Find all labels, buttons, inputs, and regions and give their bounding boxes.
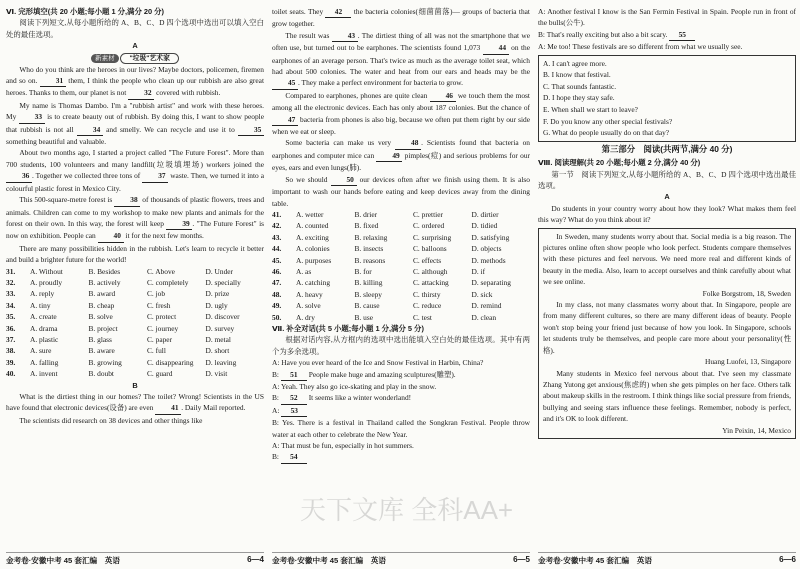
dialogue-line: A: 53 xyxy=(272,405,530,417)
dialogue-line: A: Me too! These festivals are so different from what we usually see. xyxy=(538,42,743,52)
footer-left: 金考卷·安徽中考 45 套汇编 英语 6—4 xyxy=(6,552,264,566)
option-choice: C. journey xyxy=(147,323,179,333)
option-choice: D. ugly xyxy=(205,300,228,310)
dialogue-line: A: That must be fun, especially in hot summers. xyxy=(272,441,414,451)
option-choice: D. separating xyxy=(471,278,511,288)
option-choice: C. thirsty xyxy=(413,289,441,299)
option-choice: C. paper xyxy=(147,334,173,344)
option-choice: B. aware xyxy=(88,346,115,356)
option-choice: B. drier xyxy=(354,209,378,219)
option-choice: C. completely xyxy=(147,277,189,287)
option-choice: C. ordered xyxy=(413,221,445,231)
option-choice: C. attacking xyxy=(413,278,449,288)
option-choice: D. objects xyxy=(471,244,502,254)
blank-45: 45 xyxy=(272,77,298,89)
option-choice: C. disappearing xyxy=(147,357,194,367)
option-choice: D. specially xyxy=(205,277,241,287)
dialogue-line: B: Yes. There is a festival in Thailand called the Songkran Festival. People throw water at each other to celebrate the New Year. xyxy=(272,418,530,439)
option-choice: B. doubt xyxy=(88,369,114,379)
option-number: 46. xyxy=(272,266,282,276)
blank-55: 55 xyxy=(669,29,695,41)
option-choice: B. killing xyxy=(354,278,383,288)
option-choice: B. use xyxy=(354,312,373,322)
dialogue-line: B: That's really exciting but also a bit scary. 55 xyxy=(538,29,796,41)
dialogue-options-box xyxy=(538,55,796,142)
option-row xyxy=(6,345,264,356)
option-number: 38. xyxy=(6,346,16,356)
blank-46: 46 xyxy=(430,90,456,102)
option-choice: B. growing xyxy=(88,357,122,367)
option-choice: A. reply xyxy=(30,289,55,299)
response-text: Many students in Mexico feel nervous about that. I've seen my classmate Zhang Yutong get anxious(焦虑的) when she gets pimples on her face. Others talk about makeup skills in the restroom. I think things like social pressure from friends, bullying and seeing stars influence these feelings. Remember, nobody is perfect, and it's OK to look different. xyxy=(543,368,791,424)
option-choice: A. dry xyxy=(296,312,315,322)
blank-43: 43 xyxy=(332,30,358,42)
watermark: 天下文库 全科AA+ xyxy=(300,495,514,525)
option-choice: B. relaxing xyxy=(354,232,388,242)
dialogue-line: B: 54 xyxy=(272,451,530,463)
option-choice: A. heavy xyxy=(296,289,323,299)
option-choice: B. for xyxy=(354,266,372,276)
footer-middle: 金考卷·安徽中考 45 套汇编 英语 6—5 xyxy=(272,552,530,566)
option-number: 33. xyxy=(6,289,16,299)
option-choice: B. cheap xyxy=(88,300,115,310)
response-text: In Sweden, many students worry about that. Social media is a big reason. The pictures online often show people who look perfect. Students compare themselves with these pictures and feel nervous. We need more real and different kinds of beauty in the media. Also, learn to accept ourselves and think carefully about what we see online. xyxy=(543,231,791,287)
blank-37: 37 xyxy=(142,170,168,182)
option-choice: A. sure xyxy=(30,346,52,356)
option-choice: D. clean xyxy=(471,312,497,322)
option-choice: C. guard xyxy=(147,369,173,379)
option-number: 44. xyxy=(272,244,282,254)
dialogue-option: A. I can't agree more. xyxy=(543,58,607,68)
option-choice: D. if xyxy=(471,266,486,276)
option-row xyxy=(272,266,530,277)
column-middle xyxy=(272,6,530,464)
option-choice: D. dirtier xyxy=(471,209,499,219)
option-number: 45. xyxy=(272,255,282,265)
blank-47: 47 xyxy=(272,114,298,126)
dialogue-line: B: 52 It seems like a winter wonderland! xyxy=(272,392,530,404)
response-signature: Folke Borgstrom, 18, Sweden xyxy=(702,288,791,298)
dialogue-option: B. I know that festival. xyxy=(543,70,611,80)
cloze-instructions: 阅读下列短文,从每小题所给的 A、B、C、D 四个选项中选出可以填入空白处的最佳选项。 xyxy=(6,18,264,39)
option-row xyxy=(6,266,264,277)
option-choice: B. solve xyxy=(88,312,113,322)
option-row xyxy=(6,357,264,368)
blank-54: 54 xyxy=(281,451,307,463)
option-choice: C. surprising xyxy=(413,232,452,242)
dialogue-option: F. Do you know any other special festivals? xyxy=(543,116,673,126)
option-choice: C. balloons xyxy=(413,244,447,254)
blank-50: 50 xyxy=(331,174,357,186)
dialogue-option: D. I hope they stay safe. xyxy=(543,93,615,103)
blank-33: 33 xyxy=(19,111,45,123)
paragraph: Who do you think are the heroes in our lives? Maybe doctors, policemen, firemen and so on. 31 them, I think the people who clean up our rubbish are also great heroes. Thanks to them, our planet is not 32 covered with rubbish. xyxy=(6,64,264,100)
option-choice: A. solve xyxy=(296,301,321,311)
paragraph: Compared to earphones, phones are quite clean 46 we touch them the most among all the electronic devices. Each has only about 187 colonies. But the chance of 47 bacteria from phones is also big, because we often put them right by our side when we eat or sleep. xyxy=(272,90,530,137)
option-choice: B. cause xyxy=(354,301,380,311)
passage-a-label: A xyxy=(132,41,138,51)
page-number: 6—4 xyxy=(247,555,264,564)
blank-31: 31 xyxy=(40,75,66,87)
option-choice: C. reduce xyxy=(413,301,442,311)
blank-36: 36 xyxy=(6,170,32,182)
option-row xyxy=(6,368,264,379)
option-row xyxy=(272,277,530,288)
blank-40: 40 xyxy=(98,230,124,242)
option-number: 31. xyxy=(6,266,16,276)
option-row xyxy=(6,323,264,334)
option-choice: D. remind xyxy=(471,301,502,311)
option-choice: D. metal xyxy=(205,334,231,344)
option-choice: C. full xyxy=(147,346,166,356)
option-choice: D. tidied xyxy=(471,221,498,231)
option-number: 37. xyxy=(6,334,16,344)
option-choice: B. glass xyxy=(88,334,112,344)
option-choice: B. project xyxy=(88,323,118,333)
cloze-section-title: Ⅵ. 完形填空(共 20 小题;每小题 1 分,满分 20 分) xyxy=(6,7,165,16)
option-choice: D. survey xyxy=(205,323,235,333)
option-choice: A. as xyxy=(296,266,312,276)
option-row xyxy=(272,255,530,266)
option-choice: B. insects xyxy=(354,244,384,254)
option-choice: D. discover xyxy=(205,312,240,322)
option-choice: C. protect xyxy=(147,312,177,322)
option-choice: A. counted xyxy=(296,221,329,231)
option-number: 50. xyxy=(272,312,282,322)
option-choice: A. Without xyxy=(30,266,63,276)
option-choice: B. award xyxy=(88,289,116,299)
option-number: 34. xyxy=(6,300,16,310)
option-number: 36. xyxy=(6,323,16,333)
option-choice: B. sleepy xyxy=(354,289,383,299)
option-choice: A. drama xyxy=(30,323,58,333)
dialogue-option: C. That sounds fantastic. xyxy=(543,81,617,91)
reading-passage-label: A xyxy=(664,192,670,202)
option-choice: B. Besides xyxy=(88,266,121,276)
option-number: 47. xyxy=(272,278,282,288)
option-row xyxy=(272,220,530,231)
option-choice: A. falling xyxy=(30,357,59,367)
paragraph: There are many possibilities hidden in the rubbish. Let's learn to recycle it better and build a brighter future for the world! xyxy=(6,243,264,265)
options-41-50 xyxy=(272,209,530,323)
dialogue-option: E. When shall we start to leave? xyxy=(543,105,638,114)
paragraph: My name is Thomas Dambo. I'm a "rubbish artist" and work with these heroes. My 33 is to create beauty out of rubbish. By doing this, I want to show people that rubbish is not all 34 and smelly. We can recycle and use it to 35 something beautiful and valuable. xyxy=(6,100,264,147)
blank-53: 53 xyxy=(281,405,307,417)
blank-39: 39 xyxy=(166,218,192,230)
option-row xyxy=(6,311,264,322)
option-number: 32. xyxy=(6,277,16,287)
footer-right: 金考卷·安徽中考 45 套汇编 英语 6—6 xyxy=(538,552,796,566)
option-choice: D. methods xyxy=(471,255,506,265)
option-choice: C. test xyxy=(413,312,432,322)
option-choice: B. fixed xyxy=(354,221,379,231)
option-choice: C. effects xyxy=(413,255,442,265)
dialogue-line: B: 51 People make huge and amazing sculptures(雕塑). xyxy=(272,369,530,381)
option-choice: D. leaving xyxy=(205,357,237,367)
blank-35: 35 xyxy=(238,124,264,136)
paragraph: The scientists did research on 38 devices and other things like xyxy=(19,415,203,425)
option-choice: C. prettier xyxy=(413,209,443,219)
paragraph: Some bacteria can make us very 48 . Scientists found that bacteria on earphones and computer mice can 49 pimples(痘) and serious problems for our eyes, ears and even lungs(肺). xyxy=(272,138,530,173)
paragraph: toilet seats. They 42 the bacteria colonies(细菌菌落)— groups of bacteria that grow together. xyxy=(272,7,530,29)
responses-box xyxy=(538,228,796,439)
option-choice: D. prize xyxy=(205,289,230,299)
blank-38: 38 xyxy=(114,194,140,206)
option-row xyxy=(6,288,264,299)
option-choice: B. reasons xyxy=(354,255,386,265)
dialogue-option: G. What do people usually do on that day? xyxy=(543,128,670,138)
option-choice: A. wetter xyxy=(296,209,324,219)
page-number: 6—6 xyxy=(779,555,796,564)
option-choice: A. catching xyxy=(296,278,331,288)
blank-48: 48 xyxy=(395,137,421,149)
option-choice: C. Above xyxy=(147,266,175,276)
reading-section-title: Ⅷ. 阅读理解(共 20 小题;每小题 2 分,满分 40 分) xyxy=(538,158,701,168)
page-number: 6—5 xyxy=(513,555,530,564)
blank-51: 51 xyxy=(281,369,307,381)
option-number: 49. xyxy=(272,301,282,311)
passage-a-title: "垃圾"艺术家 xyxy=(120,53,178,64)
paragraph: This 500-square-metre forest is 38 of thousands of plastic flowers, trees and animals. Children can come to my workshop to make new plants and animals for the forest on their own. In this way, the forest will keep 39 . "The Future Forest" is now on exhibition. People can 40 it for the next few months. xyxy=(6,194,264,243)
option-row xyxy=(272,289,530,300)
blank-52: 52 xyxy=(281,392,307,404)
option-number: 43. xyxy=(272,232,282,242)
option-number: 42. xyxy=(272,221,282,231)
paragraph: What is the dirtiest thing in our homes? The toilet? Wrong! Scientists in the US have found that electronic devices(设备) are even 41 . Daily Mail reported. xyxy=(6,391,264,415)
option-choice: A. proudly xyxy=(30,277,63,287)
options-31-40 xyxy=(6,266,264,380)
option-number: 48. xyxy=(272,289,282,299)
option-number: 41. xyxy=(272,209,282,219)
option-number: 35. xyxy=(6,312,16,322)
option-number: 39. xyxy=(6,357,16,367)
blank-44: 44 xyxy=(483,42,509,54)
option-choice: A. purposes xyxy=(296,255,332,265)
option-choice: C. job xyxy=(147,289,166,299)
option-choice: A. plastic xyxy=(30,334,59,344)
option-choice: D. visit xyxy=(205,369,228,379)
response-text: In my class, not many classmates worry about that. In Singapore, people are from many different cultures, so there are many different ideas of beauty. People won't stop being your friend just because of how you look. In Singapore, schools let students truly be themselves, and people care more about your personality(性格). xyxy=(543,300,791,355)
blank-42: 42 xyxy=(325,6,351,18)
option-row xyxy=(6,300,264,311)
option-choice: C. fresh xyxy=(147,300,171,310)
passage-b-label: B xyxy=(132,380,138,390)
option-choice: A. tiny xyxy=(30,300,51,310)
option-choice: A. exciting xyxy=(296,232,329,242)
paragraph: The result was 43 . The dirtiest thing of all was not the smartphone that we often use, but turned out to be earphones. The scientists found 1,073 44 on the earphones of an average person. That's twice as much as the average toilet seat, which had about 500 colonies. The water and heat from our ears and heads may be the 45 . They make a perfect environment for bacteria to grow. xyxy=(272,30,530,90)
option-row xyxy=(272,243,530,254)
response-signature: Huang Luofei, 13, Singapore xyxy=(705,357,791,367)
option-number: 40. xyxy=(6,369,16,379)
column-right xyxy=(538,6,796,441)
part-three-title: 第三部分 阅读(共两节,满分 40 分) xyxy=(601,143,733,154)
dialogue-instructions: 根据对话内容,从方框内的选项中选出能填入空白处的最佳选项。其中有两个为多余选项。 xyxy=(272,335,530,356)
passage-a-header xyxy=(6,52,264,64)
response-signature: Yin Peixin, 14, Mexico xyxy=(722,425,791,435)
dialogue-line: A: Have you ever heard of the Ice and Snow Festival in Harbin, China? xyxy=(272,358,484,368)
blank-32: 32 xyxy=(128,87,154,99)
new-material-tag: 新素材 xyxy=(91,54,119,63)
option-choice: C. although xyxy=(413,266,448,276)
option-row xyxy=(272,300,530,311)
dialogue-line: A: Yeah. They also go ice-skating and play in the snow. xyxy=(272,382,437,391)
option-choice: D. Under xyxy=(205,266,234,276)
option-choice: B. actively xyxy=(88,277,121,287)
blank-41: 41 xyxy=(155,402,181,414)
option-choice: D. short xyxy=(205,346,230,356)
option-row xyxy=(272,232,530,243)
option-row xyxy=(6,334,264,345)
option-row xyxy=(6,277,264,288)
option-row xyxy=(272,312,530,323)
option-choice: A. invent xyxy=(30,369,58,379)
paragraph: About two months ago, I started a project called "The Future Forest". More than 700 students, 100 volunteers and many landfill(垃圾填埋场) workers joined the 36 . Together we collected three tons of 37 waste. Then, we turned it into a colourful plastic forest in Mexico City. xyxy=(6,148,265,193)
option-choice: D. sick xyxy=(471,289,493,299)
reading-instructions: 第一节 阅读下列短文,从每小题所给的 A、B、C、D 四个选项中选出最佳选项。 xyxy=(538,169,796,190)
paragraph: So we should 50 our devices often after we finish using them. It is also important to wash our hands before eating and keep devices away from the dining table. xyxy=(272,174,530,208)
dialogue-line: A: Another festival I know is the San Fermin Festival in Spain. People run in front of the bulls(公牛). xyxy=(538,7,796,28)
blank-34: 34 xyxy=(77,124,103,136)
reading-question: Do students in your country worry about how they look? What makes them feel this way? What do you think about it? xyxy=(538,203,796,225)
option-choice: A. colonies xyxy=(296,244,330,254)
dialogue-section-title: Ⅶ. 补全对话(共 5 小题;每小题 1 分,满分 5 分) xyxy=(272,323,424,333)
option-choice: A. create xyxy=(30,312,57,322)
option-row xyxy=(272,209,530,220)
option-choice: D. satisfying xyxy=(471,232,510,242)
blank-49: 49 xyxy=(376,150,402,162)
column-left xyxy=(6,6,264,426)
